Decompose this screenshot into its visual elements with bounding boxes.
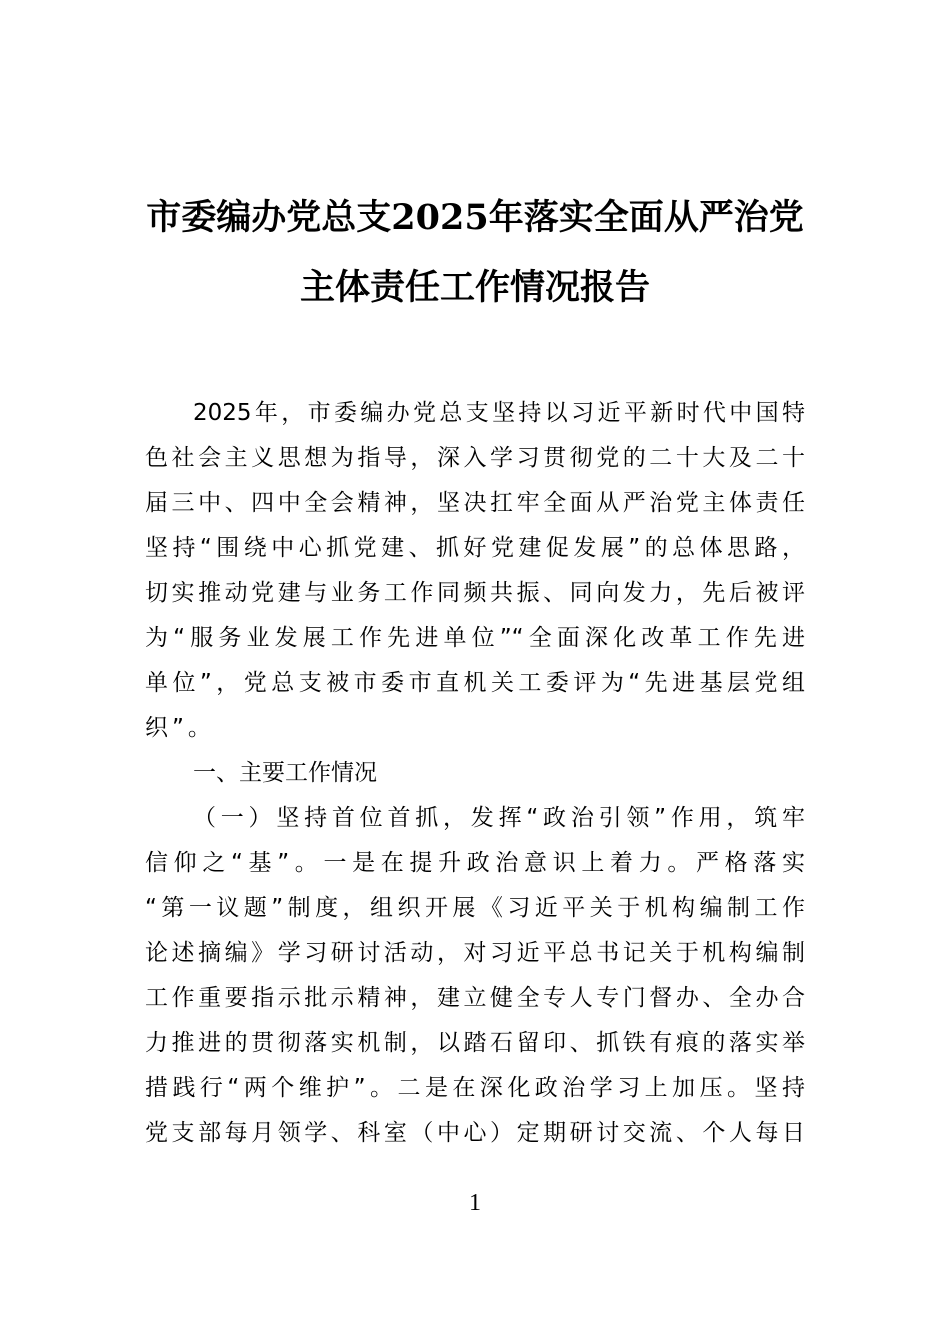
section-paragraph-line: 信仰之“基”。一是在提升政治意识上着力。严格落实 [145,850,805,876]
intro-paragraph-line: 切实推动党建与业务工作同频共振、同向发力，先后被评 [145,580,805,606]
section-paragraph-line: 措践行“两个维护”。二是在深化政治学习上加压。坚持 [145,1075,805,1101]
section-heading: 一、主要工作情况 [193,760,377,786]
page-number: 1 [469,1190,481,1216]
section-paragraph-line: 党支部每月领学、科室（中心）定期研讨交流、个人每日 [145,1120,805,1146]
intro-paragraph-line: 织”。 [145,715,215,741]
section-paragraph-line: 力推进的贯彻落实机制，以踏石留印、抓铁有痕的落实举 [145,1030,805,1056]
intro-paragraph-line: 单位”，党总支被市委市直机关工委评为“先进基层党组 [145,670,805,696]
document-title-line-2: 主体责任工作情况报告 [299,267,650,308]
document-title-line-1: 市委编办党总支2025年落实全面从严治党 [146,197,804,238]
section-paragraph-line: 论述摘编》学习研讨活动，对习近平总书记关于机构编制 [145,940,805,966]
section-paragraph-line: 工作重要指示批示精神，建立健全专人专门督办、全办合 [145,985,805,1011]
intro-paragraph-line: 届三中、四中全会精神，坚决扛牢全面从严治党主体责任 [145,490,805,516]
intro-paragraph-line: 色社会主义思想为指导，深入学习贯彻党的二十大及二十 [145,445,805,471]
intro-paragraph-line: 坚持“围绕中心抓党建、抓好党建促发展”的总体思路， [145,535,805,561]
intro-paragraph-line: 2025年，市委编办党总支坚持以习近平新时代中国特 [193,400,805,426]
intro-paragraph-line: 为“服务业发展工作先进单位”“全面深化改革工作先进 [145,625,805,651]
section-paragraph-line: “第一议题”制度，组织开展《习近平关于机构编制工作 [145,895,805,921]
section-paragraph-line: （一）坚持首位首抓，发挥“政治引领”作用，筑牢 [193,805,805,831]
